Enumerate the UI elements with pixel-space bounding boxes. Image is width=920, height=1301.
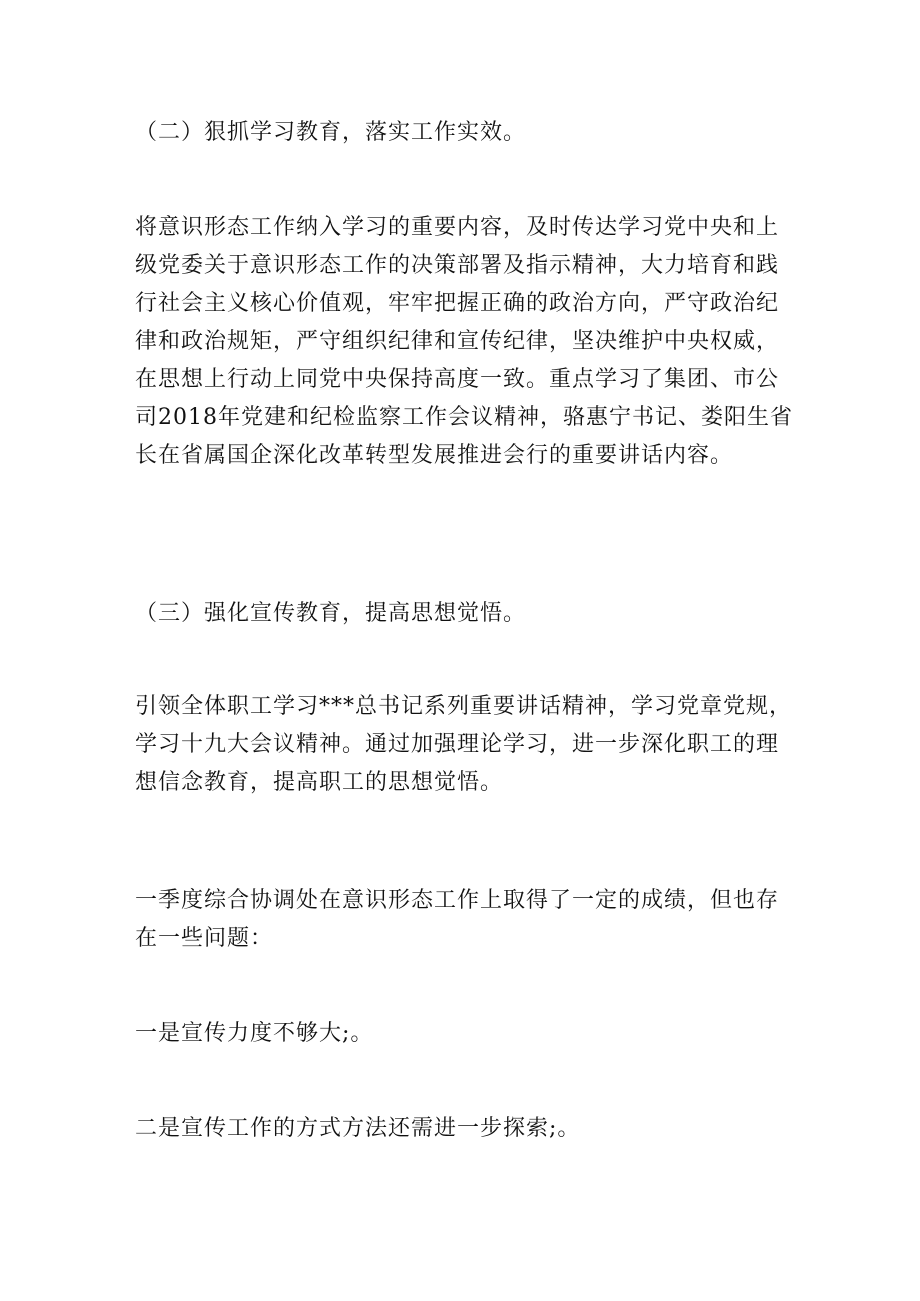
body-paragraph-3: 一季度综合协调处在意识形态工作上取得了一定的成绩，但也存在一些问题： bbox=[135, 888, 780, 951]
body-paragraph-2: 引领全体职工学习***总书记系列重要讲话精神，学习党章党规，学习十九大会议精神。通过加强理论学习，进一步深化职工的理想信念教育，提高职工的思想觉悟。 bbox=[135, 694, 793, 795]
section-heading-3: （三）强化宣传教育，提高思想觉悟。 bbox=[135, 601, 527, 626]
problem-item-1: 一是宣传力度不够大;。 bbox=[135, 1021, 374, 1046]
body-paragraph-1: 将意识形态工作纳入学习的重要内容，及时传达学习党中央和上级党委关于意识形态工作的决策部署及指示精神，大力培育和践行社会主义核心价值观，牢牢把握正确的政治方向，严守政治纪律和政治规矩，严守组织纪律和宣传纪律，坚决维护中央权威，在思想上行动上同党中央保持高度一致。重点学习了集团、市公司2018年党建和纪检监察工作会议精神，骆惠宁书记、娄阳生省长在省属国企深化改革转型发展推进会行的重要讲话内容。 bbox=[135, 215, 793, 468]
section-heading-2: （二）狠抓学习教育，落实工作实效。 bbox=[135, 120, 527, 145]
problem-item-2: 二是宣传工作的方式方法还需进一步探索;。 bbox=[135, 1116, 581, 1141]
